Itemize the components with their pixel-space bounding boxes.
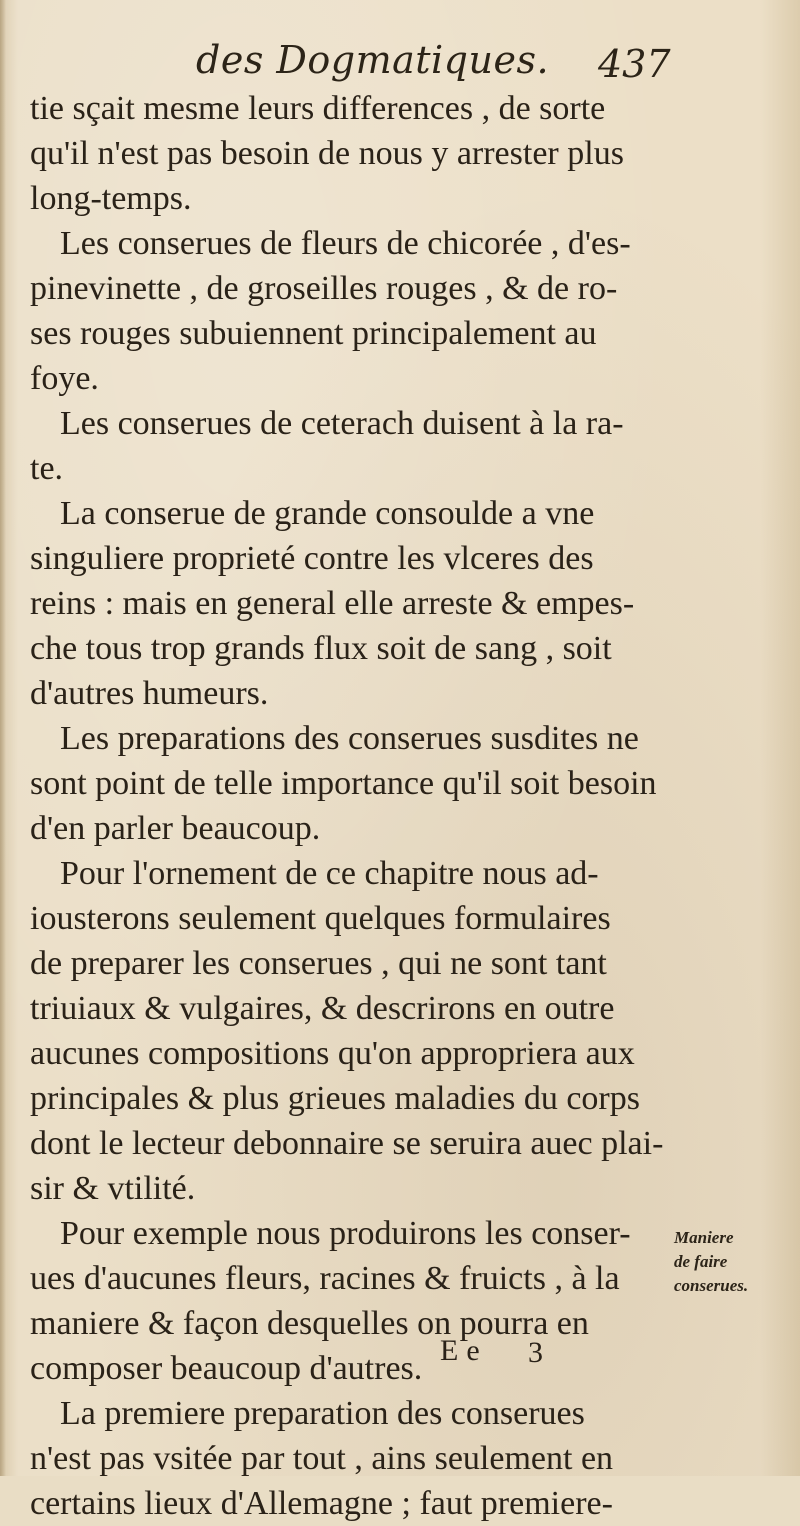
text-line: Pour exemple nous produirons les conser- xyxy=(60,1215,631,1252)
text-line: ses rouges subuiennent principalement au xyxy=(30,315,597,352)
text-line: certains lieux d'Allemagne ; faut premiere- xyxy=(30,1485,613,1522)
signature-mark: Ee xyxy=(440,1334,488,1367)
text-line: aucunes compositions qu'on appropriera aux xyxy=(30,1035,635,1072)
page-number: 437 xyxy=(598,42,671,86)
text-line: dont le lecteur debonnaire se seruira auec plai- xyxy=(30,1125,664,1162)
text-line: qu'il n'est pas besoin de nous y arrester plus xyxy=(30,135,624,172)
text-line: long-temps. xyxy=(30,180,192,217)
text-line: reins : mais en general elle arreste & empes- xyxy=(30,585,635,622)
text-line: ues d'aucunes fleurs, racines & fruicts , à la xyxy=(30,1260,620,1297)
margin-note xyxy=(674,1226,794,1298)
text-line: d'en parler beaucoup. xyxy=(30,810,321,847)
text-line: tie sçait mesme leurs differences , de sorte xyxy=(30,90,606,127)
text-line: Les conserues de fleurs de chicorée , d'es- xyxy=(60,225,631,262)
text-line: principales & plus grieues maladies du corps xyxy=(30,1080,640,1117)
text-line: iousterons seulement quelques formulaires xyxy=(30,900,611,937)
text-line: che tous trop grands flux soit de sang , soit xyxy=(30,630,612,667)
text-line: Les preparations des conserues susdites ne xyxy=(60,720,639,757)
margin-note-line: Maniere xyxy=(674,1228,734,1247)
body-text xyxy=(30,86,680,1526)
text-line: Les conserues de ceterach duisent à la ra- xyxy=(60,405,624,442)
binding-edge xyxy=(0,0,6,1476)
text-line: sont point de telle importance qu'il soit besoin xyxy=(30,765,657,802)
margin-note-line: de faire xyxy=(674,1252,728,1271)
text-line: maniere & façon desquelles on pourra en xyxy=(30,1305,589,1342)
text-line: composer beaucoup d'autres. xyxy=(30,1350,423,1387)
text-line: triuiaux & vulgaires, & descrirons en outre xyxy=(30,990,615,1027)
running-title: des Dogmatiques. xyxy=(196,38,550,82)
text-line: sir & vtilité. xyxy=(30,1170,196,1207)
text-line: pinevinette , de groseilles rouges , & de ro- xyxy=(30,270,618,307)
text-line: n'est pas vsitée par tout , ains seulement en xyxy=(30,1440,614,1477)
signature-number: 3 xyxy=(528,1336,543,1369)
text-line: singuliere proprieté contre les vlceres des xyxy=(30,540,594,577)
text-line: de preparer les conserues , qui ne sont tant xyxy=(30,945,607,982)
text-line: La premiere preparation des conserues xyxy=(60,1395,585,1432)
margin-note-line: conserues. xyxy=(674,1276,749,1295)
text-line: Pour l'ornement de ce chapitre nous ad- xyxy=(60,855,599,892)
text-line: foye. xyxy=(30,360,99,397)
text-line: te. xyxy=(30,450,64,487)
text-line: d'autres humeurs. xyxy=(30,675,269,712)
text-line: La conserue de grande consoulde a vne xyxy=(60,495,595,532)
